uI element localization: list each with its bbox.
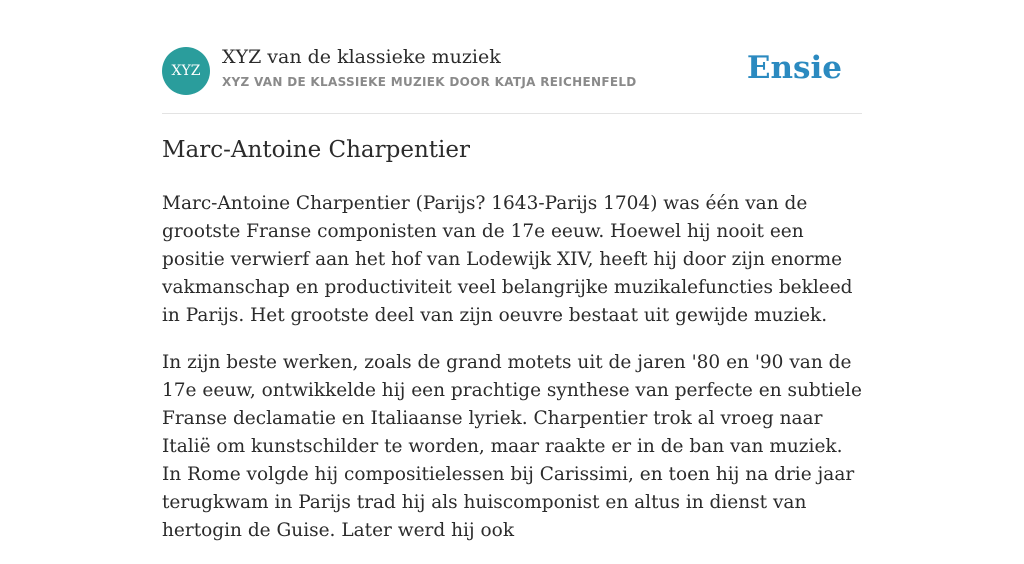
paragraph: In zijn beste werken, zoals de grand motets uit de jaren '80 en '90 van de 17e eeuw, ontwikkelde hij een prachtige synthese van perfecte en subtiele Franse declamatie en Italiaanse lyriek. Charpentier trok al vroeg naar Italië om kunstschilder te worden, maar raakte er in de ban van muziek. In Rome volgde hij compositielessen bij Carissimi, en toen hij na drie jaar terugkwam in Parijs trad hij als huiscomponist en altus in dienst van hertogin de Guise. Later werd hij ook — [162, 352, 862, 541]
article-title: Marc-Antoine Charpentier — [162, 137, 470, 163]
header-divider — [162, 113, 862, 114]
article-body — [162, 190, 866, 564]
avatar[interactable]: XYZ — [162, 47, 210, 95]
brand-logo[interactable]: Ensie — [746, 50, 842, 86]
site-title[interactable]: XYZ van de klassieke muziek — [222, 46, 501, 68]
site-header — [162, 46, 862, 96]
paragraph: Marc-Antoine Charpentier (Parijs? 1643-Parijs 1704) was één van de grootste Franse componisten van de 17e eeuw. Hoewel hij nooit een positie verwierf aan het hof van Lodewijk XIV, heeft hij door zijn enorme vakmanschap en productiviteit veel belangrijke muzikalefuncties bekleed in Parijs. Het grootste deel van zijn oeuvre bestaat uit gewijde muziek. — [162, 193, 853, 326]
site-subtitle: XYZ VAN DE KLASSIEKE MUZIEK DOOR KATJA REICHENFELD — [222, 75, 637, 89]
